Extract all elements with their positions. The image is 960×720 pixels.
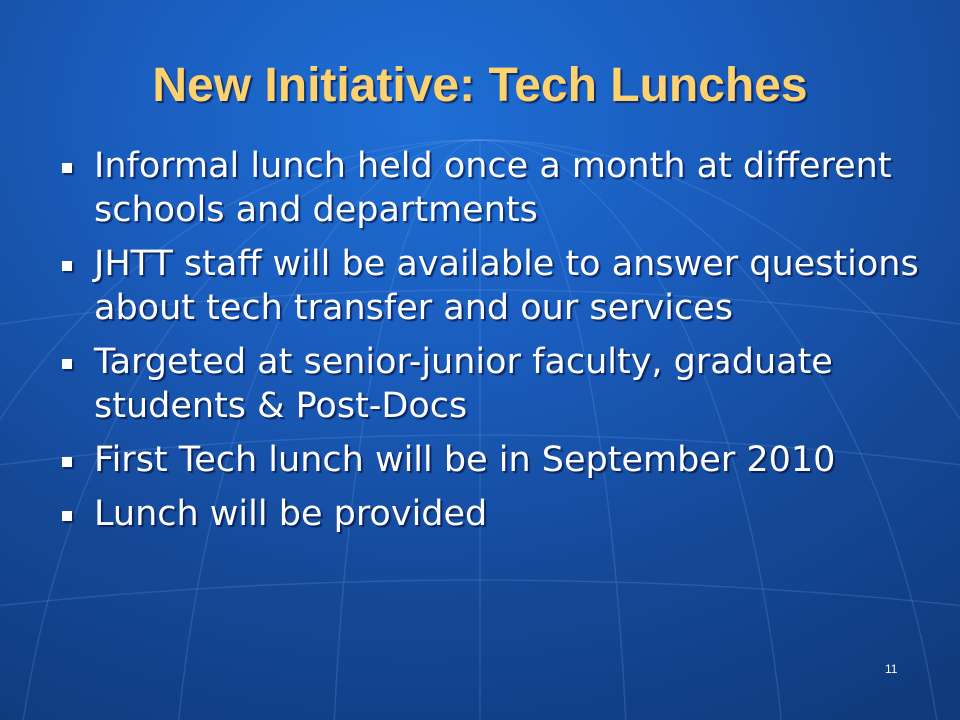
bullet-list [60, 144, 920, 546]
bullet-item [60, 492, 920, 536]
slide-title: New Initiative: Tech Lunches [152, 59, 808, 112]
bullet-text: Lunch will be provided [94, 494, 488, 534]
square-bullet-icon [62, 359, 72, 369]
bullet-item [60, 340, 920, 428]
bullet-item [60, 144, 920, 232]
square-bullet-icon [62, 511, 72, 521]
bullet-text: Informal lunch held once a month at different schools and departments [94, 146, 892, 230]
square-bullet-icon [62, 163, 72, 173]
bullet-item [60, 242, 920, 330]
bullet-text: First Tech lunch will be in September 2010 [94, 440, 836, 480]
square-bullet-icon [62, 457, 72, 467]
square-bullet-icon [62, 261, 72, 271]
bullet-text: JHTT staff will be available to answer questions about tech transfer and our services [94, 244, 919, 328]
slide-number: 11 [885, 662, 898, 676]
bullet-text: Targeted at senior-junior faculty, graduate students & Post-Docs [94, 342, 833, 426]
bullet-item [60, 438, 920, 482]
